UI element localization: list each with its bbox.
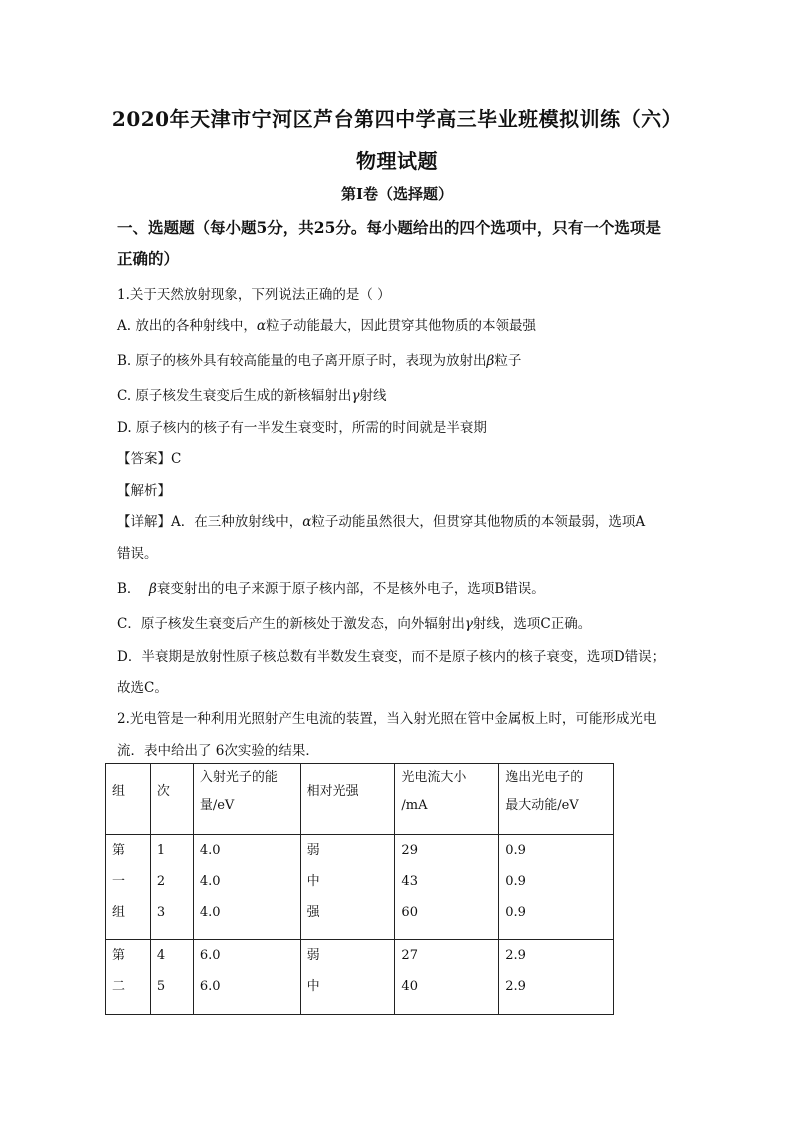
beta-symbol: β bbox=[149, 581, 157, 597]
q2-stem-line1: 2.光电管是一种利用光照射产生电流的装置，当入射光照在管中金属板上时，可能形成光电 bbox=[117, 711, 657, 727]
q1-detail-c bbox=[117, 612, 591, 632]
q1-detail-a-cont: 错误。 bbox=[117, 546, 158, 562]
option-b-text-end: 粒子 bbox=[494, 353, 522, 369]
header-times: 次 bbox=[150, 764, 193, 835]
q1-option-b bbox=[117, 349, 521, 369]
exam-title: 2020年天津市宁河区芦台第四中学高三毕业班模拟训练（六） bbox=[111, 107, 683, 131]
table-row bbox=[106, 835, 614, 940]
header-group: 组 bbox=[106, 764, 151, 835]
group1-kinetic-energy: 0.9 0.9 0.9 bbox=[499, 835, 614, 940]
option-c-text-end: 射线 bbox=[359, 388, 387, 404]
q1-option-c bbox=[117, 384, 387, 404]
alpha-symbol: α bbox=[302, 514, 312, 530]
q1-stem: 1.关于天然放射现象，下列说法正确的是（ ） bbox=[117, 287, 391, 303]
header-kinetic-energy: 逸出光电子的 最大动能/eV bbox=[499, 764, 614, 835]
gamma-symbol: γ bbox=[351, 388, 360, 404]
option-c-text: C. 原子核发生衰变后生成的新核辐射出 bbox=[117, 388, 352, 404]
alpha-symbol: α bbox=[256, 318, 266, 334]
group2-times: 4 5 bbox=[150, 940, 193, 1015]
group2-intensity: 弱 中 bbox=[300, 940, 395, 1015]
option-a-text-end: 粒子动能最大，因此贯穿其他物质的本领最强 bbox=[265, 318, 536, 334]
q1-detail-a bbox=[117, 510, 645, 530]
table-header-row bbox=[106, 764, 614, 835]
q1-option-d: D. 原子核内的核子有一半发生衰变时，所需的时间就是半衰期 bbox=[117, 420, 487, 436]
answer-value: C bbox=[171, 451, 182, 467]
beta-symbol: β bbox=[486, 353, 495, 369]
group2-current: 27 40 bbox=[395, 940, 499, 1015]
detail-a-text-end: 粒子动能虽然很大，但贯穿其他物质的本领最弱，选项A bbox=[311, 514, 646, 530]
q1-analysis-label: 【解析】 bbox=[117, 483, 171, 499]
detail-c-text-end: 射线，选项C正确。 bbox=[472, 616, 592, 632]
header-current: 光电流大小 /mA bbox=[395, 764, 499, 835]
exam-subject: 物理试题 bbox=[356, 149, 438, 173]
q2-stem-line2: 流．表中给出了 6次实验的结果． bbox=[117, 743, 319, 759]
option-a-text: A. 放出的各种射线中， bbox=[117, 318, 257, 334]
group1-current: 29 43 60 bbox=[395, 835, 499, 940]
table-row bbox=[106, 940, 614, 1015]
q1-detail-d: D．半衰期是放射性原子核总数有半数发生衰变，而不是原子核内的核子衰变，选项D错误； bbox=[117, 649, 666, 665]
section-heading-line1: 一、选题题（每小题5分，共25分。每小题给出的四个选项中，只有一个选项是 bbox=[117, 218, 661, 237]
header-energy: 入射光子的能 量/eV bbox=[193, 764, 300, 835]
q1-answer bbox=[117, 447, 181, 467]
detail-b-text: 衰变射出的电子来源于原子核内部，不是核外电子，选项B错误。 bbox=[156, 581, 545, 597]
section-heading-line2: 正确的） bbox=[117, 249, 180, 268]
group1-intensity: 弱 中 强 bbox=[300, 835, 395, 940]
group2-label: 第 二 bbox=[106, 940, 151, 1015]
gamma-symbol: γ bbox=[464, 616, 473, 632]
q1-conclusion: 故选C。 bbox=[117, 680, 168, 696]
group2-kinetic-energy: 2.9 2.9 bbox=[499, 940, 614, 1015]
group1-label: 第 一 组 bbox=[106, 835, 151, 940]
group2-energy: 6.0 6.0 bbox=[193, 940, 300, 1015]
q1-option-a bbox=[117, 314, 536, 334]
group1-energy: 4.0 4.0 4.0 bbox=[193, 835, 300, 940]
detail-a-text: 【详解】A．在三种放射线中， bbox=[117, 514, 303, 530]
detail-b-prefix: B． bbox=[117, 581, 141, 597]
detail-c-text: C．原子核发生衰变后产生的新核处于激发态，向外辐射出 bbox=[117, 616, 465, 632]
volume-heading: 第Ⅰ卷（选择题） bbox=[340, 185, 454, 203]
header-intensity: 相对光强 bbox=[300, 764, 395, 835]
group1-times: 1 2 3 bbox=[150, 835, 193, 940]
option-b-text: B. 原子的核外具有较高能量的电子离开原子时，表现为放射出 bbox=[117, 353, 487, 369]
q1-detail-b bbox=[117, 577, 545, 597]
experiment-table bbox=[105, 763, 614, 1015]
answer-label: 【答案】 bbox=[117, 451, 171, 467]
